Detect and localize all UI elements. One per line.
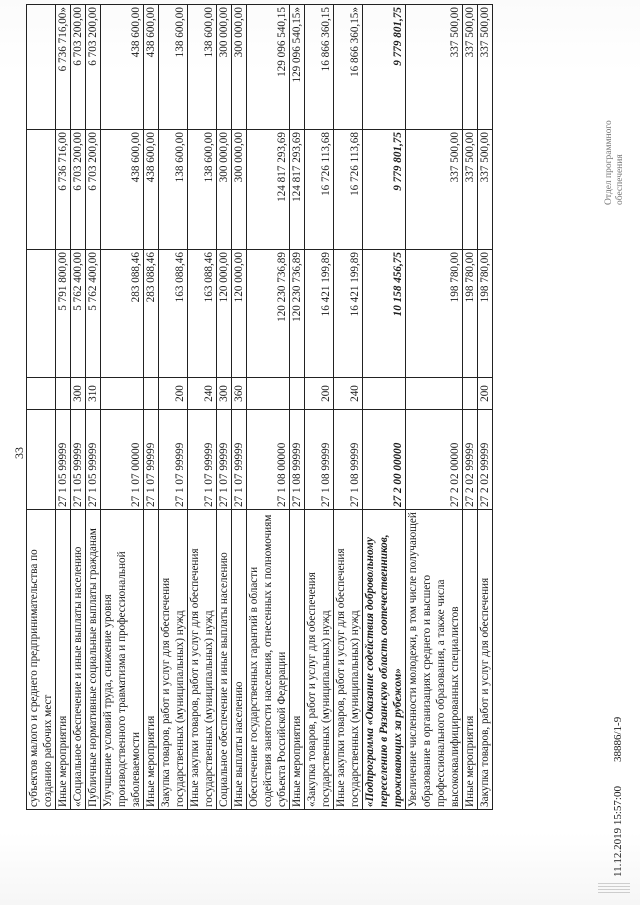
cell-vr [290, 378, 305, 410]
cell-vr: 240 [334, 378, 363, 410]
table-row [463, 5, 478, 810]
cell-vr: 360 [232, 378, 247, 410]
budget-table [26, 4, 493, 810]
cell-code: 27 1 08 99999 [290, 410, 305, 510]
cell-vr [101, 378, 144, 410]
cell-vr: 200 [159, 378, 188, 410]
cell-name: «Социальное обеспечение и иные выплаты населению [71, 510, 86, 810]
cell-v2019: 163 088,46 [159, 250, 188, 378]
table-row [159, 5, 188, 810]
cell-vr [247, 378, 290, 410]
cell-v2019: 10 158 456,75 [363, 250, 406, 378]
footer-meta [612, 717, 624, 877]
table-row [144, 5, 159, 810]
cell-code: 27 1 05 99999 [71, 410, 86, 510]
cell-vr: 200 [478, 378, 493, 410]
cell-v2019: 120 000,00 [232, 250, 247, 378]
table-row [334, 5, 363, 810]
table-row [232, 5, 247, 810]
cell-name: Социальное обеспечение и иные выплаты населению [217, 510, 232, 810]
cell-vr: 240 [188, 378, 217, 410]
cell-name: Иные мероприятия [56, 510, 71, 810]
cell-vr: 300 [217, 378, 232, 410]
cell-v2021: 300 000,00 [232, 5, 247, 130]
cell-name: Иные закупки товаров, работ и услуг для обеспечения государственных (муниципальных) нужд [334, 510, 363, 810]
cell-v2021: 16 866 360,15 [305, 5, 334, 130]
cell-v2020: 138 600,00 [159, 130, 188, 250]
cell-code: 27 1 07 99999 [188, 410, 217, 510]
cell-v2021: 9 779 801,75 [363, 5, 406, 130]
cell-v2020: 138 600,00 [188, 130, 217, 250]
cell-v2021: 438 600,00 [101, 5, 144, 130]
cell-v2021: 6 703 200,00 [86, 5, 101, 130]
cell-v2021: 138 600,00 [188, 5, 217, 130]
cell-v2019: 16 421 199,89 [305, 250, 334, 378]
cell-v2020: 6 703 200,00 [86, 130, 101, 250]
cell-vr [463, 378, 478, 410]
cell-v2020: 6 703 200,00 [71, 130, 86, 250]
cell-vr: 310 [86, 378, 101, 410]
cell-code: 27 1 07 99999 [232, 410, 247, 510]
cell-v2021: 337 500,00 [463, 5, 478, 130]
cell-code: 27 1 08 99999 [334, 410, 363, 510]
table-body [27, 5, 493, 810]
cell-name: «Подпрограмма «Оказание содействия добровольному переселению в Рязанскую область соотечественников, проживающих за рубежом» [363, 510, 406, 810]
cell-v2021: 337 500,00 [406, 5, 463, 130]
table-row [247, 5, 290, 810]
cell-v2020: 300 000,00 [217, 130, 232, 250]
cell-v2019: 198 780,00 [406, 250, 463, 378]
cell-name: Иные мероприятия [144, 510, 159, 810]
cell-vr [56, 378, 71, 410]
table-row [27, 5, 56, 810]
cell-name: Закупка товаров, работ и услуг для обеспечения [478, 510, 493, 810]
cell-vr: 200 [305, 378, 334, 410]
cell-v2020: 124 817 293,69 [290, 130, 305, 250]
cell-code: 27 1 07 99999 [217, 410, 232, 510]
cell-vr [27, 378, 56, 410]
cell-code: 27 2 00 00000 [363, 410, 406, 510]
table-row [290, 5, 305, 810]
cell-v2019: 163 088,46 [188, 250, 217, 378]
table-row [363, 5, 406, 810]
cell-code: 27 2 02 00000 [406, 410, 463, 510]
cell-code: 27 1 08 00000 [247, 410, 290, 510]
table-row [305, 5, 334, 810]
cell-name: Обеспечение государственных гарантий в области содействия занятости населения, отнесенных к полномочиям субъекта Российской Федерации [247, 510, 290, 810]
footer-note-line-2: обеспечения [615, 154, 625, 205]
cell-name: Иные мероприятия [463, 510, 478, 810]
cell-name: Иные выплаты населению [232, 510, 247, 810]
cell-v2019: 198 780,00 [478, 250, 493, 378]
cell-v2019: 283 088,46 [101, 250, 144, 378]
cell-v2019: 5 791 800,00 [56, 250, 71, 378]
cell-vr [406, 378, 463, 410]
cell-v2020: 16 726 113,68 [305, 130, 334, 250]
cell-v2021: 6 736 716,00» [56, 5, 71, 130]
cell-code [27, 410, 56, 510]
cell-v2021: 337 500,00 [478, 5, 493, 130]
cell-vr: 300 [71, 378, 86, 410]
cell-v2019: 5 762 400,00 [71, 250, 86, 378]
cell-v2020 [27, 130, 56, 250]
cell-v2019: 198 780,00 [463, 250, 478, 378]
cell-v2019: 16 421 199,89 [334, 250, 363, 378]
cell-code: 27 1 08 99999 [305, 410, 334, 510]
cell-v2019: 283 088,46 [144, 250, 159, 378]
footer-note-line-1: Отдел программного [604, 120, 614, 205]
footer-department-note [604, 120, 626, 205]
cell-v2019: 5 762 400,00 [86, 250, 101, 378]
table-row [406, 5, 463, 810]
cell-v2021: 138 600,00 [159, 5, 188, 130]
cell-v2021 [27, 5, 56, 130]
cell-v2019: 120 230 736,89 [290, 250, 305, 378]
table-row [101, 5, 144, 810]
cell-v2020: 16 726 113,68 [334, 130, 363, 250]
cell-v2021: 6 703 200,00 [71, 5, 86, 130]
cell-v2020: 337 500,00 [406, 130, 463, 250]
cell-name: Увеличение численности молодежи, в том числе получающей образование в организациях среднего и высшего профессионального образования, а также числа высококвалифицированных специалистов [406, 510, 463, 810]
cell-v2021: 129 096 540,15» [290, 5, 305, 130]
cell-code: 27 1 05 99999 [86, 410, 101, 510]
cell-v2021: 300 000,00 [217, 5, 232, 130]
table-row [478, 5, 493, 810]
cell-name: субъектов малого и среднего предпринимательства по созданию рабочих мест [27, 510, 56, 810]
cell-name: «Закупка товаров, работ и услуг для обеспечения государственных (муниципальных) нужд [305, 510, 334, 810]
cell-v2020: 300 000,00 [232, 130, 247, 250]
table-row [56, 5, 71, 810]
cell-v2019: 120 230 736,89 [247, 250, 290, 378]
cell-name: Иные мероприятия [290, 510, 305, 810]
cell-v2019: 120 000,00 [217, 250, 232, 378]
cell-vr [144, 378, 159, 410]
footer-document-code: 38886/1-9 [612, 716, 624, 763]
cell-v2021: 129 096 540,15 [247, 5, 290, 130]
cell-code: 27 2 02 99999 [478, 410, 493, 510]
cell-code: 27 1 07 99999 [159, 410, 188, 510]
cell-v2020: 9 779 801,75 [363, 130, 406, 250]
cell-v2020: 6 736 716,00 [56, 130, 71, 250]
footer-timestamp: 11.12.2019 15:57:00 [612, 786, 624, 877]
cell-v2020: 438 600,00 [101, 130, 144, 250]
cell-v2021: 16 866 360,15» [334, 5, 363, 130]
cell-v2021: 438 600,00 [144, 5, 159, 130]
table-row [217, 5, 232, 810]
cell-name: Публичные нормативные социальные выплаты гражданам [86, 510, 101, 810]
cell-code: 27 1 05 99999 [56, 410, 71, 510]
cell-name: Закупка товаров, работ и услуг для обеспечения государственных (муниципальных) нужд [159, 510, 188, 810]
scan-stamp-mark [598, 881, 630, 893]
cell-name: Улучшение условий труда, снижение уровня производственного травматизма и профессиональной заболеваемости [101, 510, 144, 810]
cell-code: 27 2 02 99999 [463, 410, 478, 510]
cell-name: Иные закупки товаров, работ и услуг для обеспечения государственных (муниципальных) нужд [188, 510, 217, 810]
table-row [86, 5, 101, 810]
cell-v2019 [27, 250, 56, 378]
cell-code: 27 1 07 99999 [144, 410, 159, 510]
table-row [188, 5, 217, 810]
cell-v2020: 438 600,00 [144, 130, 159, 250]
cell-v2020: 124 817 293,69 [247, 130, 290, 250]
table-row [71, 5, 86, 810]
page-number: 33 [12, 447, 26, 459]
cell-v2020: 337 500,00 [463, 130, 478, 250]
cell-vr [363, 378, 406, 410]
cell-v2020: 337 500,00 [478, 130, 493, 250]
cell-code: 27 1 07 00000 [101, 410, 144, 510]
